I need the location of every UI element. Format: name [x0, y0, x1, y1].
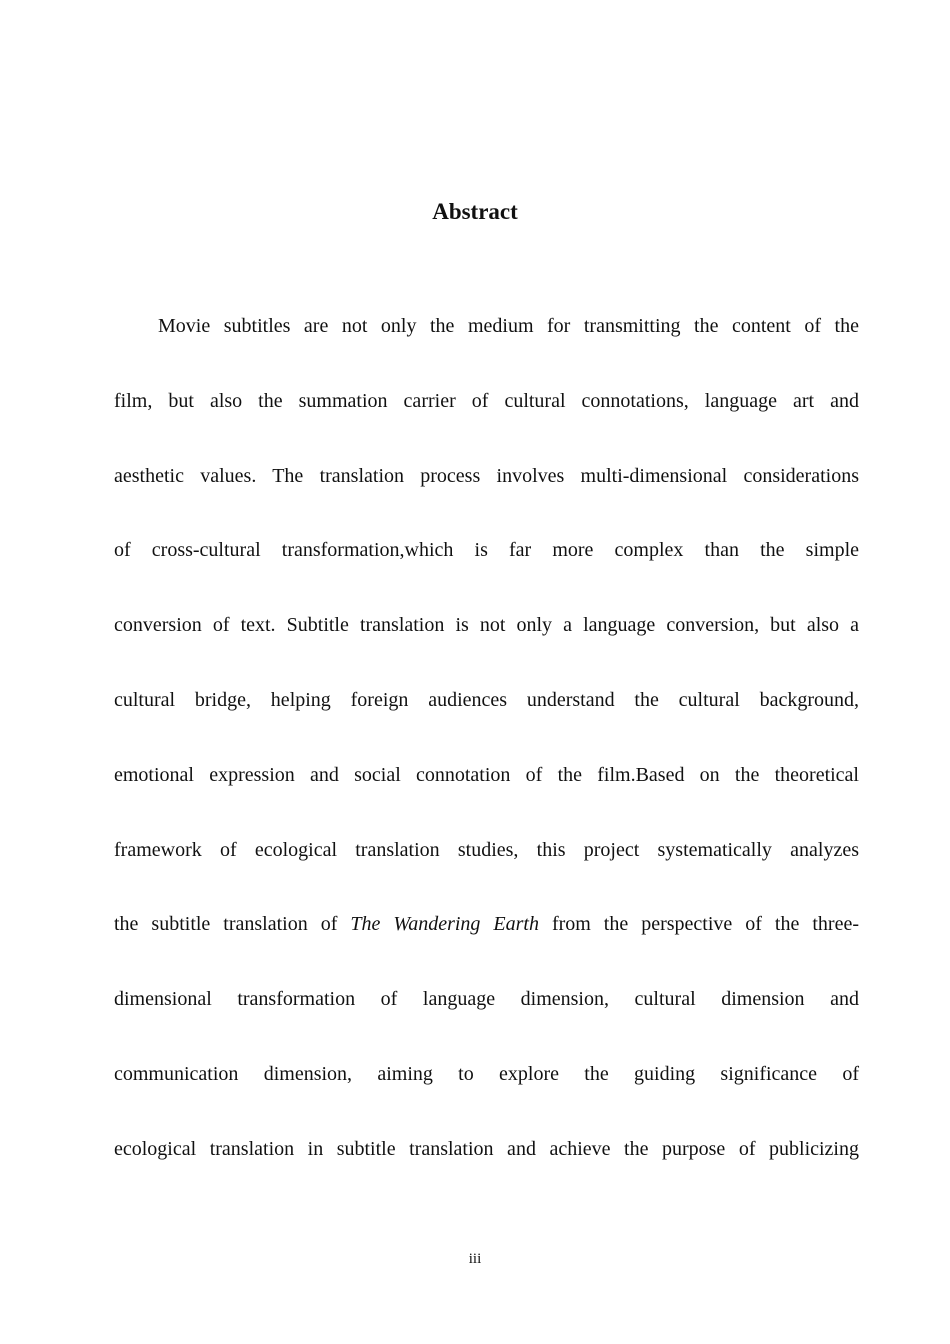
page-number: iii — [468, 1251, 482, 1267]
film-title: The Wandering Earth — [350, 913, 539, 936]
abstract-line: ecological translation in subtitle translation and achieve the purpose of publicizing — [114, 1137, 859, 1160]
abstract-line: aesthetic values. The translation process involves multi-dimensional considerations — [114, 464, 859, 487]
abstract-line: conversion of text. Subtitle translation is not only a language conversion, but also a — [114, 614, 859, 637]
abstract-line-with-film-title — [114, 903, 859, 978]
abstract-line: of cross-cultural transformation,which is far more complex than the simple — [114, 539, 859, 562]
abstract-line: Movie subtitles are not only the medium for transmitting the content of the — [158, 315, 859, 337]
abstract-line: dimensional transformation of language dimension, cultural dimension and — [114, 988, 859, 1011]
abstract-line: film, but also the summation carrier of cultural connotations, language art and — [114, 389, 859, 412]
abstract-line: communication dimension, aiming to explore the guiding significance of — [114, 1062, 859, 1085]
line-text-before-title: the subtitle translation of — [114, 913, 351, 936]
line-text-after-title: from the perspective of the three- — [538, 913, 859, 936]
abstract-line: cultural bridge, helping foreign audiences understand the cultural background, — [114, 688, 859, 711]
abstract-title: Abstract — [432, 199, 518, 224]
abstract-body — [114, 305, 859, 1203]
abstract-line: emotional expression and social connotation of the film.Based on the theoretical — [114, 763, 859, 786]
abstract-line: framework of ecological translation studies, this project systematically analyzes — [114, 838, 859, 861]
